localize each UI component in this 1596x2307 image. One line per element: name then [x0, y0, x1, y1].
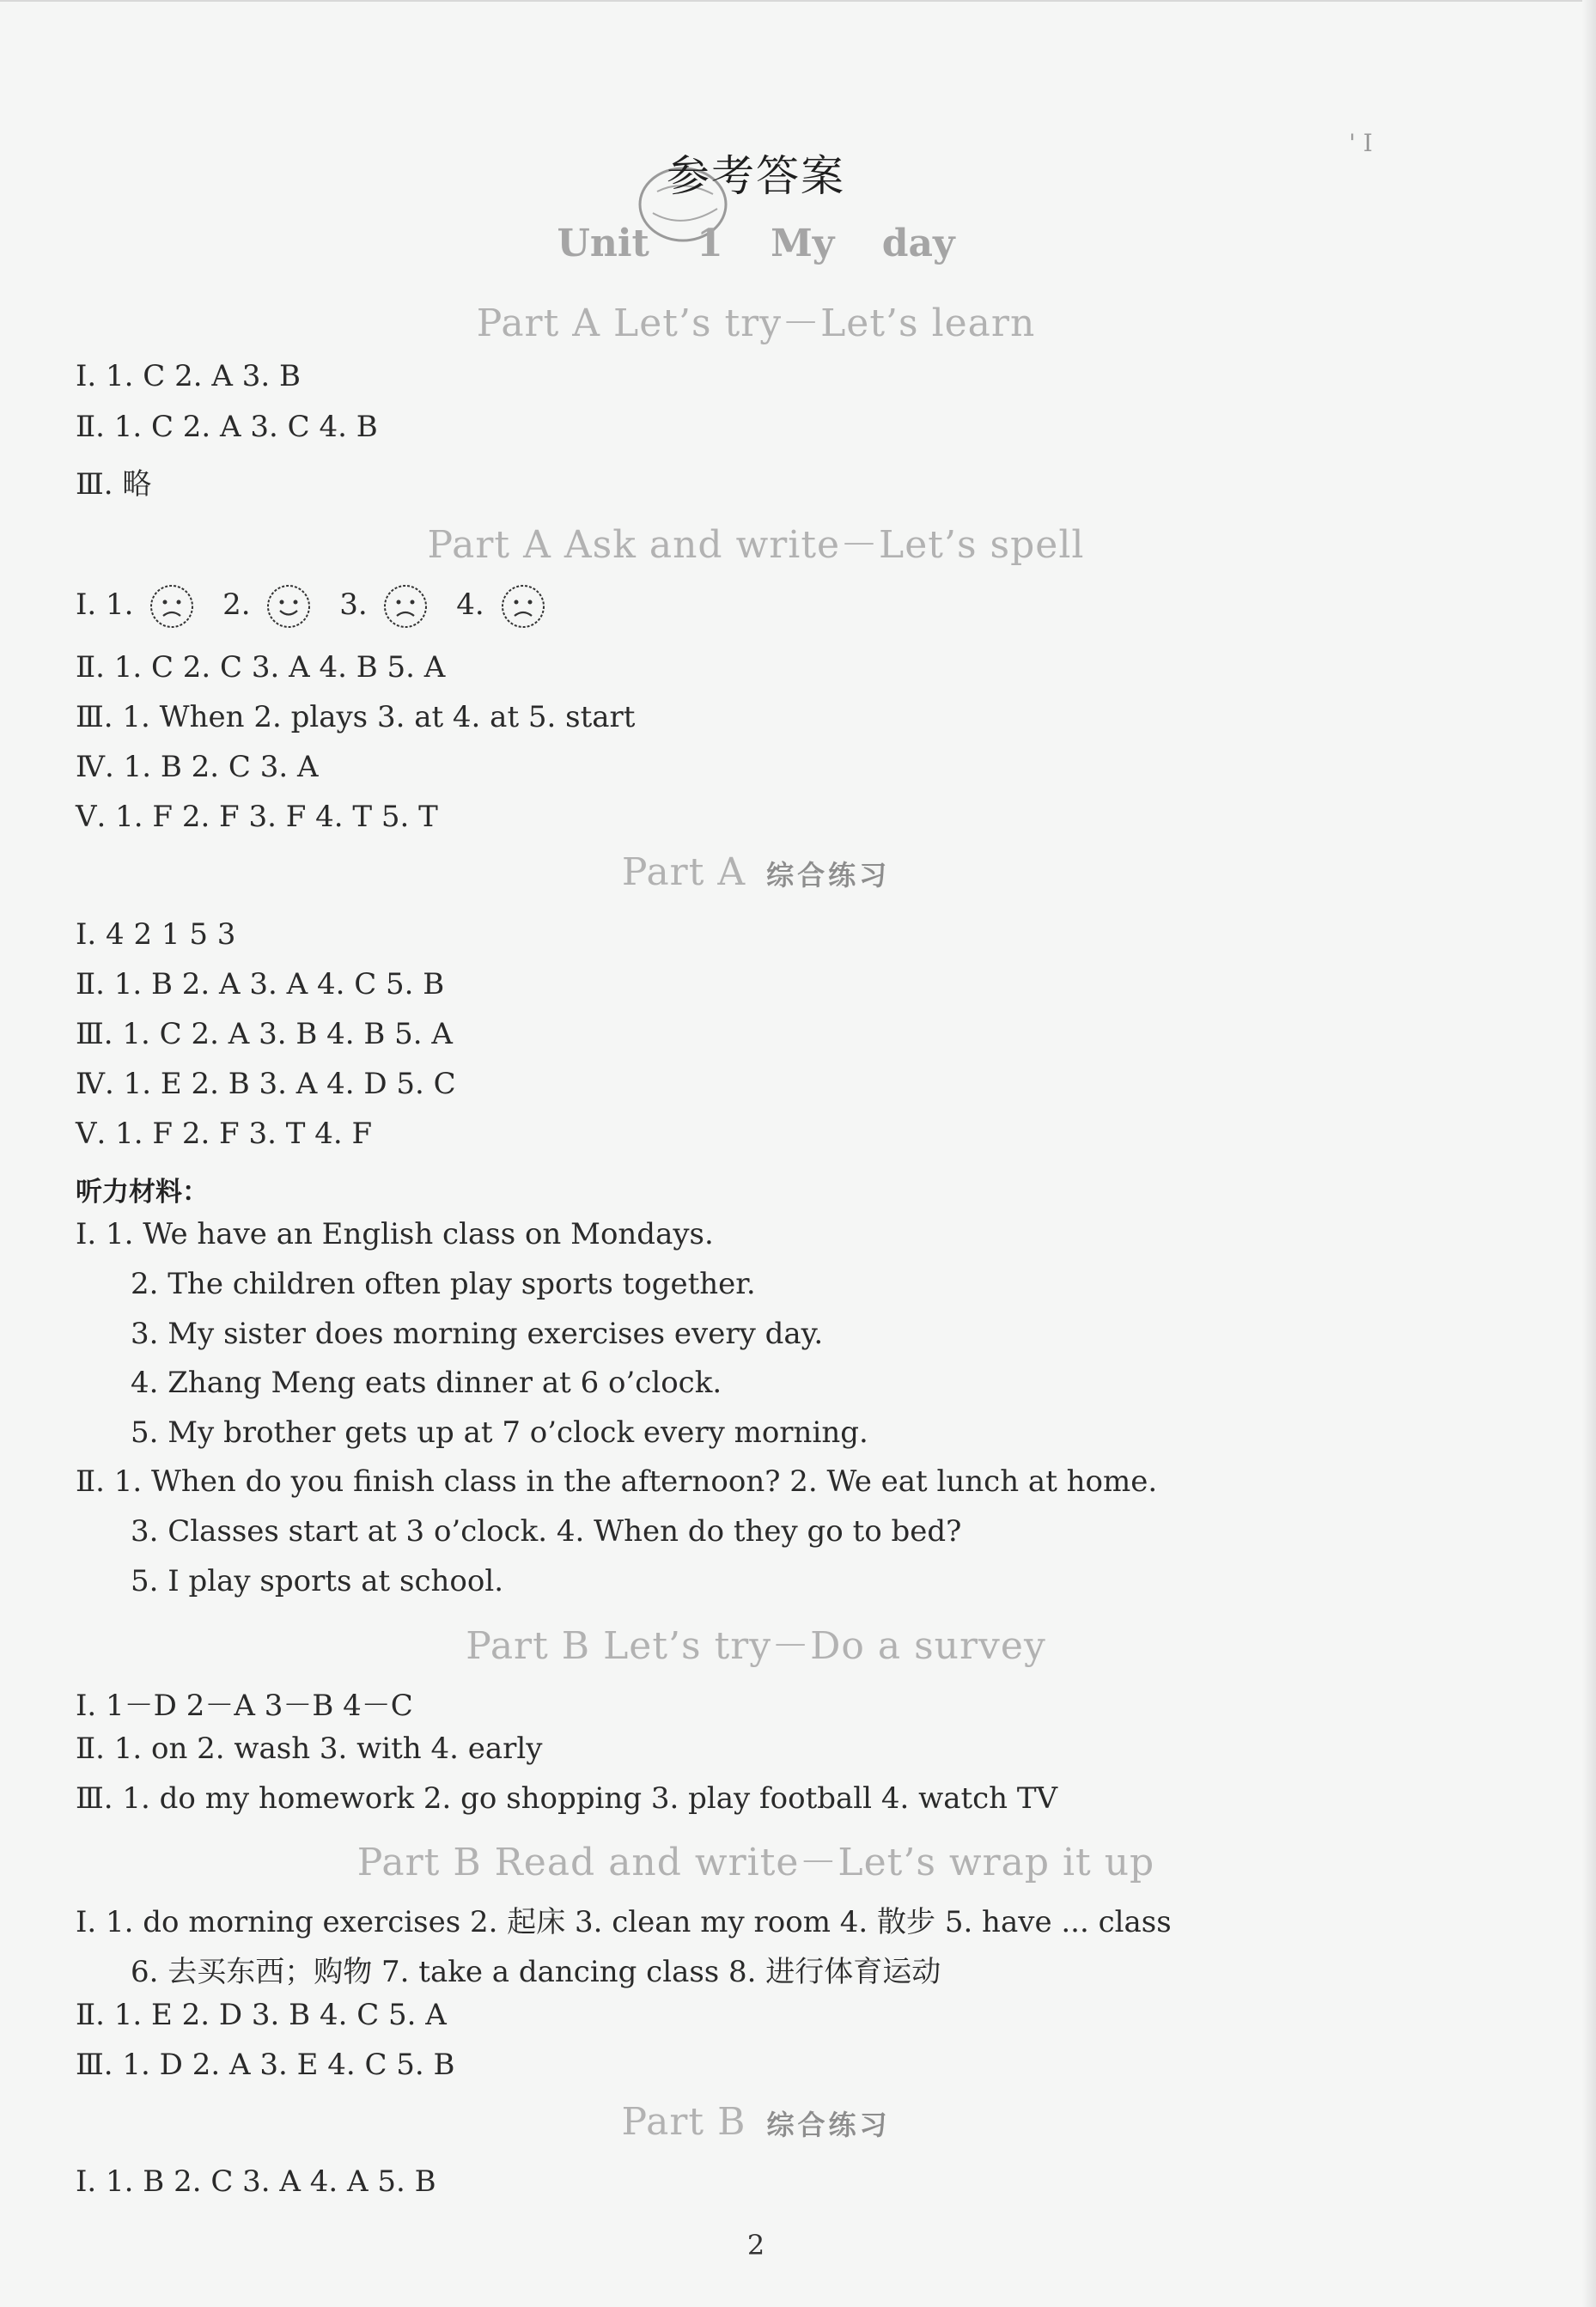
section-title-b-wrap: Part B Read and write－Let’s wrap it up — [356, 1841, 1155, 1884]
listening-line: Ⅱ. 1. When do you finish class in the afternoon? 2. We eat lunch at home. — [76, 1464, 1158, 1499]
answer-line: Ⅳ. 1. B 2. C 3. A — [76, 750, 319, 784]
answer-line: Ⅰ. 1. B 2. C 3. A 4. A 5. B — [76, 2164, 436, 2199]
answer-line: Ⅴ. 1. F 2. F 3. T 4. F — [76, 1117, 373, 1151]
section-title-text: Part B — [621, 2100, 746, 2144]
corner-mark: ' I — [1349, 129, 1373, 157]
answer-label: 2. — [222, 587, 251, 622]
sad-face-icon — [383, 584, 428, 629]
answer-line: Ⅱ. 1. E 2. D 3. B 4. C 5. A — [76, 1998, 447, 2032]
unit-title: Unit 1 My day — [557, 222, 955, 265]
answer-line: Ⅰ. 1. do morning exercises 2. 起床 3. clean my room 4. 散步 5. have ... class — [76, 1905, 1172, 1939]
answer-line: Ⅰ. 4 2 1 5 3 — [76, 917, 236, 952]
listening-line: 5. My brother gets up at 7 o’clock every morning. — [131, 1415, 868, 1450]
listening-line: 4. Zhang Meng eats dinner at 6 o’clock. — [131, 1366, 722, 1400]
answer-line: Ⅱ. 1. on 2. wash 3. with 4. early — [76, 1732, 543, 1766]
section-title-a-learn: Part A Let’s try－Let’s learn — [476, 301, 1036, 345]
section-title-cn: 综合练习 — [766, 2109, 891, 2141]
answer-line: Ⅴ. 1. F 2. F 3. F 4. T 5. T — [76, 800, 438, 834]
answer-line: Ⅱ. 1. C 2. C 3. A 4. B 5. A — [76, 650, 446, 685]
answer-line-faces — [76, 584, 564, 629]
sad-face-icon — [501, 584, 545, 629]
section-title-text: Part A — [621, 850, 746, 894]
section-title-a-practice — [0, 850, 1512, 894]
section-title-cn: 综合练习 — [766, 859, 891, 892]
page-number: 2 — [746, 2229, 765, 2261]
answer-line: Ⅲ. 1. When 2. plays 3. at 4. at 5. start — [76, 700, 636, 734]
answer-label: 4. — [456, 587, 484, 622]
listening-line: Ⅰ. 1. We have an English class on Mondays. — [76, 1217, 714, 1251]
answer-line: Ⅲ. 略 — [76, 467, 152, 502]
answer-line: Ⅱ. 1. C 2. A 3. C 4. B — [76, 410, 378, 444]
page-edge-shadow — [1582, 0, 1596, 2307]
answer-label: Ⅰ. 1. — [76, 587, 134, 622]
sad-face-icon — [149, 584, 194, 629]
answer-line: Ⅱ. 1. B 2. A 3. A 4. C 5. B — [76, 967, 445, 1001]
top-rule — [0, 0, 1596, 2]
answer-line: Ⅰ. 1－D 2－A 3－B 4－C — [76, 1689, 413, 1723]
listening-line: 3. Classes start at 3 o’clock. 4. When do they go to bed? — [131, 1514, 962, 1549]
happy-face-icon — [266, 584, 311, 629]
answer-line: Ⅲ. 1. do my homework 2. go shopping 3. play football 4. watch TV — [76, 1781, 1058, 1816]
listening-line: 5. I play sports at school. — [131, 1564, 504, 1598]
page-title: 参考答案 — [667, 151, 845, 201]
listening-line: 2. The children often play sports together. — [131, 1267, 756, 1301]
answer-line: Ⅲ. 1. D 2. A 3. E 4. C 5. B — [76, 2048, 455, 2082]
answer-line: 6. 去买东西；购物 7. take a dancing class 8. 进行体育运动 — [131, 1955, 941, 1989]
answer-line: Ⅲ. 1. C 2. A 3. B 4. B 5. A — [76, 1017, 453, 1051]
listening-line: 3. My sister does morning exercises every day. — [131, 1317, 824, 1351]
answer-line: Ⅰ. 1. C 2. A 3. B — [76, 359, 301, 393]
answer-label: 3. — [339, 587, 368, 622]
answer-line: Ⅳ. 1. E 2. B 3. A 4. D 5. C — [76, 1067, 456, 1101]
section-title-b-survey: Part B Let’s try－Do a survey — [466, 1624, 1046, 1668]
section-title-a-spell: Part A Ask and write－Let’s spell — [427, 523, 1085, 567]
listening-heading: 听力材料： — [76, 1177, 209, 1208]
section-title-b-practice — [0, 2100, 1512, 2144]
